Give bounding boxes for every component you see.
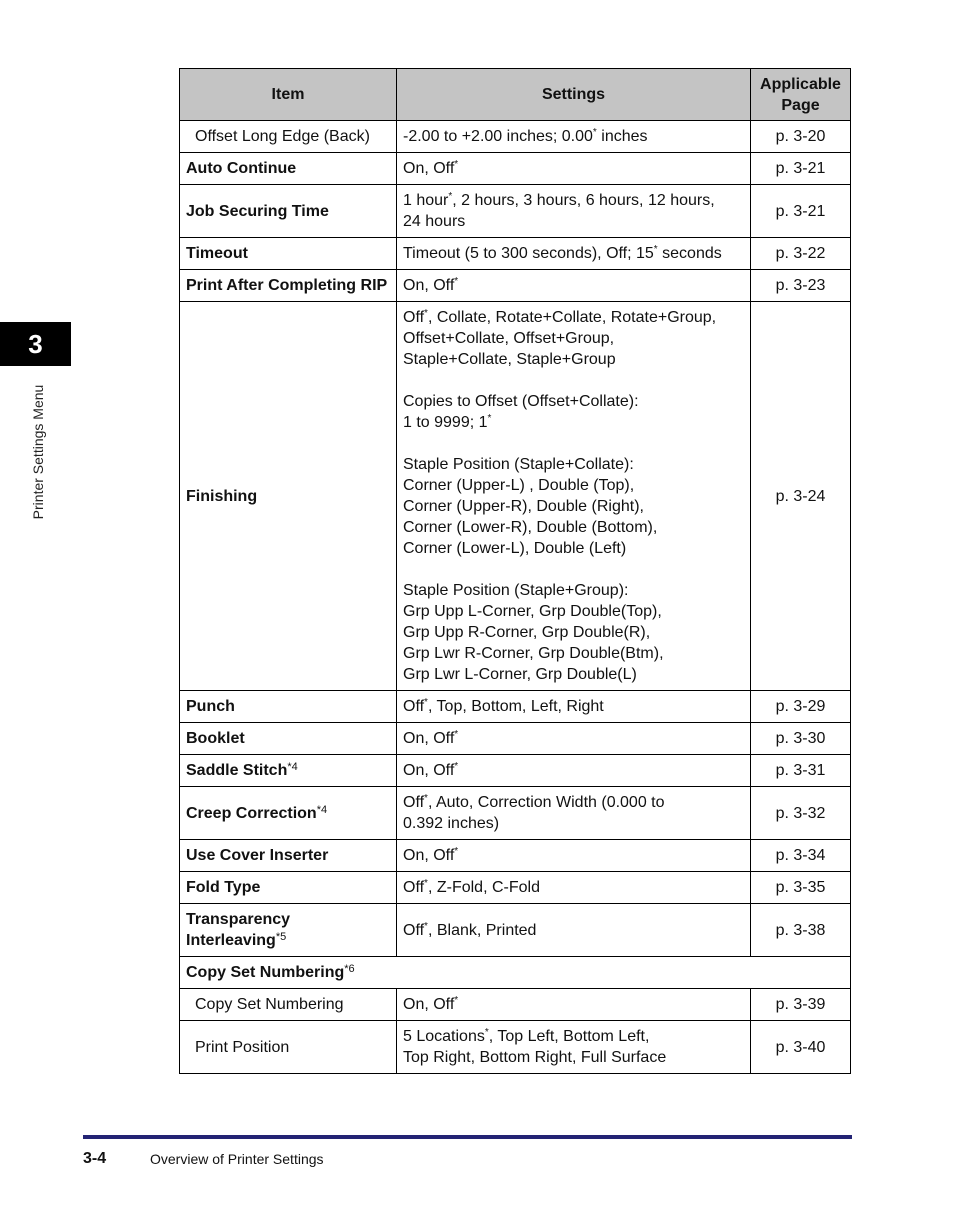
page-ref: p. 3-30 — [751, 723, 851, 755]
settings-cell — [397, 185, 751, 238]
settings-text: On, Off — [403, 847, 455, 864]
settings-cell — [397, 755, 751, 787]
item-label: Offset Long Edge (Back) — [195, 128, 370, 145]
item-label: Booklet — [186, 730, 245, 747]
table-row — [180, 723, 851, 755]
table-row — [180, 787, 851, 840]
header-page-line1: Applicable — [760, 75, 841, 93]
settings-cell — [397, 238, 751, 270]
table-row — [180, 989, 851, 1021]
page-ref: p. 3-38 — [751, 904, 851, 957]
item-cell — [180, 185, 397, 238]
default-marker: * — [454, 761, 459, 772]
item-label: Use Cover Inserter — [186, 847, 329, 864]
header-item: Item — [180, 69, 397, 121]
page-ref: p. 3-34 — [751, 840, 851, 872]
settings-text: Timeout (5 to 300 seconds), Off; 15 — [403, 245, 654, 262]
settings-cell — [397, 691, 751, 723]
item-cell — [180, 755, 397, 787]
settings-text: , Blank, Printed — [427, 921, 537, 939]
item-cell — [180, 723, 397, 755]
settings-text: , Top, Bottom, Left, Right — [427, 698, 604, 715]
settings-text: On, Off — [403, 160, 455, 177]
table-row — [180, 904, 851, 957]
item-label: Copy Set Numbering — [186, 964, 345, 981]
default-marker: * — [454, 276, 459, 287]
item-cell — [180, 691, 397, 723]
settings-cell — [397, 989, 751, 1021]
item-label: Saddle Stitch — [186, 762, 288, 779]
settings-text: -2.00 to +2.00 inches; 0.00 — [403, 128, 593, 145]
footnote-marker: *4 — [287, 761, 298, 773]
printer-settings-table — [179, 68, 851, 1074]
default-marker: * — [424, 878, 428, 889]
table-body — [180, 121, 851, 1074]
settings-cell — [397, 904, 751, 957]
page-ref: p. 3-39 — [751, 989, 851, 1021]
page-ref: p. 3-23 — [751, 270, 851, 302]
item-cell — [180, 270, 397, 302]
default-marker: * — [424, 697, 428, 708]
footnote-marker: *6 — [344, 963, 355, 975]
page-ref: p. 3-31 — [751, 755, 851, 787]
settings-text: Staple Position (Staple+Collate): Corner (Upper-L) , Double (Top), Corner (Upper-R), Double (Right), Corner (Lower-R), Double (Bottom), Corner (Lower-L), Double (Left) Staple Position (Staple+Group): Grp Upp L-Corner, Grp Double(Top), Grp Upp R-Corner, Grp Double(R), Grp Lwr R-Corner, Grp Double(Btm), Grp Lwr L-Corner, Grp Double(L) — [403, 456, 664, 683]
header-applicable-page — [751, 69, 851, 121]
default-marker: * — [424, 793, 428, 804]
default-marker: * — [487, 413, 492, 424]
chapter-tab — [0, 322, 71, 366]
settings-text: On, Off — [403, 996, 455, 1013]
item-label: Finishing — [186, 487, 258, 505]
default-marker: * — [592, 127, 597, 138]
settings-text: Off — [403, 794, 425, 811]
default-marker: * — [424, 920, 428, 932]
settings-cell — [397, 840, 751, 872]
item-label: Auto Continue — [186, 160, 297, 177]
settings-text: , Top Left, Bottom Left, Top Right, Bottom Right, Full Surface — [403, 1028, 667, 1066]
page-ref: p. 3-22 — [751, 238, 851, 270]
item-label: Timeout — [186, 245, 248, 262]
settings-text: Off — [403, 921, 425, 939]
footer-section-title: Overview of Printer Settings — [150, 1151, 324, 1167]
item-cell — [180, 957, 851, 989]
chapter-side-title: Printer Settings Menu — [30, 384, 46, 520]
default-marker: * — [448, 191, 453, 202]
item-label: Creep Correction — [186, 804, 317, 822]
page-ref: p. 3-21 — [751, 153, 851, 185]
footer-page-number: 3-4 — [83, 1150, 107, 1167]
settings-cell — [397, 302, 751, 691]
header-page-line2: Page — [781, 96, 820, 114]
default-marker: * — [454, 729, 459, 740]
table-row — [180, 872, 851, 904]
default-marker: * — [484, 1027, 489, 1038]
settings-text: On, Off — [403, 277, 455, 294]
table-row — [180, 840, 851, 872]
table-row — [180, 121, 851, 153]
settings-text: , 2 hours, 3 hours, 6 hours, 12 hours, 24 hours — [403, 192, 715, 230]
header-settings: Settings — [397, 69, 751, 121]
page-ref: p. 3-40 — [751, 1021, 851, 1074]
page-ref: p. 3-29 — [751, 691, 851, 723]
settings-text: On, Off — [403, 730, 455, 747]
item-label: Job Securing Time — [186, 202, 329, 220]
table-row — [180, 270, 851, 302]
default-marker: * — [424, 308, 428, 319]
item-cell — [180, 302, 397, 691]
default-marker: * — [454, 159, 459, 170]
settings-cell — [397, 1021, 751, 1074]
item-label: Punch — [186, 698, 235, 715]
item-cell — [180, 121, 397, 153]
page-ref: p. 3-21 — [751, 185, 851, 238]
settings-text: 1 hour — [403, 192, 449, 209]
default-marker: * — [454, 995, 459, 1006]
default-marker: * — [653, 244, 658, 255]
table-row — [180, 238, 851, 270]
settings-text: , Z-Fold, C-Fold — [427, 879, 540, 896]
settings-cell — [397, 121, 751, 153]
table-row — [180, 957, 851, 989]
table-header-row — [180, 69, 851, 121]
settings-cell — [397, 872, 751, 904]
item-label: Fold Type — [186, 879, 261, 896]
item-cell — [180, 904, 397, 957]
item-label: Print Position — [195, 1038, 290, 1056]
settings-cell — [397, 153, 751, 185]
footer-rule — [83, 1135, 852, 1139]
settings-text: 5 Locations — [403, 1028, 485, 1045]
item-cell — [180, 153, 397, 185]
settings-text: , Auto, Correction Width (0.000 to 0.392 inches) — [403, 794, 665, 832]
settings-cell — [397, 270, 751, 302]
item-label: Print After Completing RIP — [186, 277, 388, 294]
item-label: Transparency Interleaving — [186, 911, 291, 949]
page-ref: p. 3-20 — [751, 121, 851, 153]
table-row — [180, 755, 851, 787]
settings-text: seconds — [657, 245, 722, 262]
page-ref: p. 3-32 — [751, 787, 851, 840]
settings-text: Off — [403, 698, 425, 715]
settings-cell — [397, 787, 751, 840]
table-row — [180, 691, 851, 723]
settings-cell — [397, 723, 751, 755]
chapter-number: 3 — [28, 328, 43, 359]
item-cell — [180, 787, 397, 840]
item-cell — [180, 1021, 397, 1074]
settings-text: On, Off — [403, 762, 455, 779]
page-ref: p. 3-35 — [751, 872, 851, 904]
default-marker: * — [454, 846, 459, 857]
settings-text: Off — [403, 879, 425, 896]
footnote-marker: *4 — [316, 803, 328, 816]
item-cell — [180, 840, 397, 872]
table-row — [180, 185, 851, 238]
settings-text: Off — [403, 309, 425, 326]
item-cell — [180, 872, 397, 904]
table-row — [180, 1021, 851, 1074]
footnote-marker: *5 — [275, 931, 287, 943]
settings-text: inches — [596, 128, 648, 145]
table-row — [180, 302, 851, 691]
page-ref: p. 3-24 — [751, 302, 851, 691]
settings-text: , Collate, Rotate+Collate, Rotate+Group, Offset+Collate, Offset+Group, Staple+Collate, Staple+Group Copies to Offset (Offset+Collate): 1 to 9999; 1 — [403, 309, 717, 431]
item-label: Copy Set Numbering — [195, 996, 344, 1013]
item-cell — [180, 238, 397, 270]
table-row — [180, 153, 851, 185]
item-cell — [180, 989, 397, 1021]
